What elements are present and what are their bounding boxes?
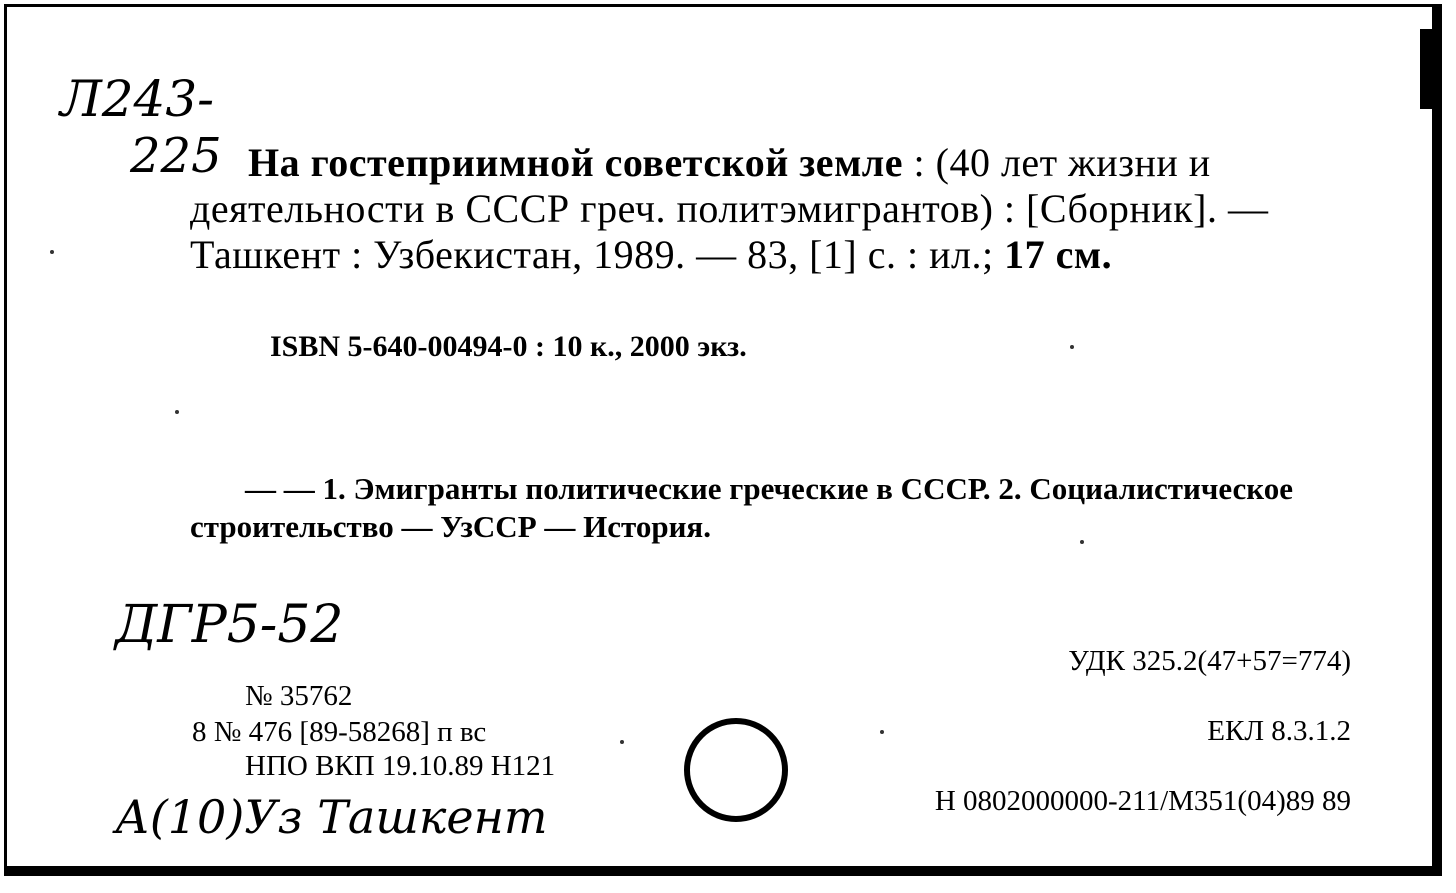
handwritten-location: А(10)Уз Ташкент xyxy=(115,790,548,844)
npo-line: НПО ВКП 19.10.89 Н121 xyxy=(245,750,556,782)
speck xyxy=(880,730,884,734)
entry-size: 17 см. xyxy=(1004,232,1113,277)
speck xyxy=(1070,345,1074,349)
speck xyxy=(50,250,54,254)
speck xyxy=(175,410,179,414)
card-number: № 35762 xyxy=(245,680,353,712)
hole-circle xyxy=(684,718,788,822)
ekl-code: ЕКЛ 8.3.1.2 xyxy=(1207,715,1351,747)
entry-description: : (40 лет жизни и деятельности в СССР греч. политэмигрантов) : [Сборник]. — Ташкент : Узбекистан, 1989. — 83, [1] с. : ил.; xyxy=(190,140,1269,277)
isbn-line: ISBN 5-640-00494-0 : 10 к., 2000 экз. xyxy=(270,330,747,363)
card-edge-mark xyxy=(1420,29,1432,109)
handwritten-shelf-code: ДГР5-52 xyxy=(115,595,344,655)
order-line: 8 № 476 [89-58268] п вс xyxy=(192,716,487,748)
handwritten-call-number-top: Л243- xyxy=(60,70,215,128)
subject-headings: — — 1. Эмигранты политические греческие в СССР. 2. Социалистическое строительство — УзССР — История. xyxy=(190,471,1293,544)
speck xyxy=(620,740,624,744)
udk-code: УДК 325.2(47+57=774) xyxy=(1068,645,1351,677)
speck xyxy=(1080,540,1084,544)
handwritten-call-number-bottom: 225 xyxy=(130,128,222,184)
publication-index: Н 0802000000-211/М351(04)89 89 xyxy=(934,785,1351,817)
entry-title: На гостеприимной советской земле xyxy=(248,140,904,185)
bibliographic-entry xyxy=(190,140,1350,278)
